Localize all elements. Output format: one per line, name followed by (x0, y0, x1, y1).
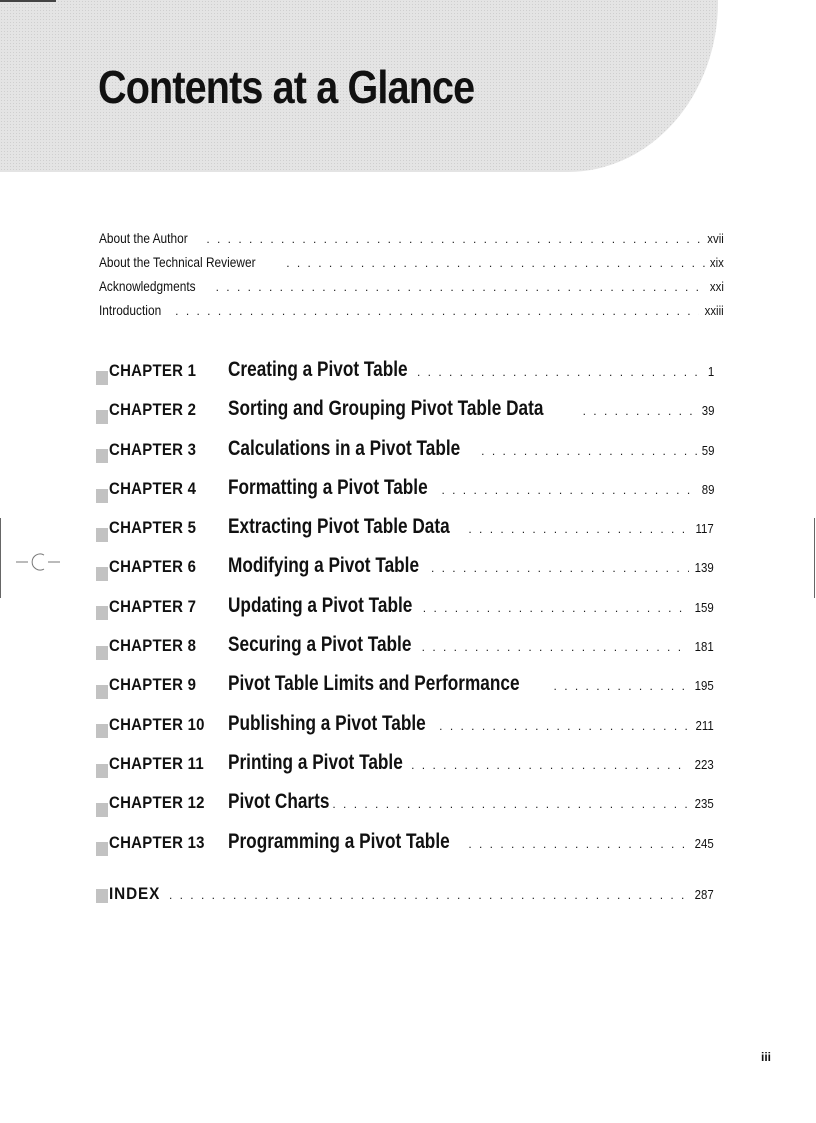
index-page: 287 (694, 887, 714, 902)
chapter-page: 211 (695, 717, 714, 733)
chapter-label: CHAPTER 1 (109, 361, 197, 380)
chapter-title: Updating a Pivot Table (228, 593, 413, 617)
entry-label: About the Technical Reviewer (99, 254, 256, 270)
chapter-entry[interactable] (96, 830, 714, 869)
chapter-page: 235 (694, 796, 714, 812)
chapter-label: CHAPTER 3 (109, 439, 197, 459)
chapter-title: Creating a Pivot Table (228, 358, 408, 381)
chapter-marker-icon (96, 410, 108, 424)
chapter-marker-icon (96, 685, 108, 699)
chapter-marker-icon (96, 567, 108, 581)
chapter-page: 89 (701, 481, 714, 497)
registration-line-right (814, 518, 815, 598)
dot-leader (583, 404, 697, 418)
chapter-page: 223 (694, 756, 714, 772)
chapter-entry[interactable] (96, 554, 714, 593)
index-marker-icon (96, 889, 108, 903)
dot-leader (468, 522, 690, 536)
chapter-marker-icon (96, 371, 108, 385)
entry-page: xxi (710, 279, 724, 294)
chapter-list (96, 358, 714, 869)
dot-leader (286, 256, 705, 270)
chapter-entry[interactable] (96, 515, 714, 554)
chapter-title: Securing a Pivot Table (228, 633, 412, 657)
front-matter-entry[interactable] (99, 302, 724, 326)
entry-label: Acknowledgments (99, 278, 196, 294)
index-entry[interactable] (96, 884, 714, 908)
index-label: INDEX (109, 884, 161, 903)
chapter-label: CHAPTER 9 (109, 675, 197, 695)
chapter-title: Printing a Pivot Table (228, 750, 403, 774)
entry-page: xxiii (704, 303, 724, 318)
chapter-page: 39 (701, 403, 714, 419)
chapter-title: Programming a Pivot Table (228, 829, 450, 853)
chapter-marker-icon (96, 449, 108, 463)
chapter-label: CHAPTER 12 (109, 793, 205, 813)
chapter-label: CHAPTER 13 (109, 832, 205, 852)
chapter-page: 117 (695, 521, 714, 537)
chapter-marker-icon (96, 803, 108, 817)
chapter-entry[interactable] (96, 594, 714, 633)
dot-leader (468, 837, 689, 851)
chapter-label: CHAPTER 11 (109, 753, 204, 773)
chapter-title: Modifying a Pivot Table (228, 554, 420, 578)
chapter-title: Publishing a Pivot Table (228, 711, 426, 735)
page-title: Contents at a Glance (98, 61, 475, 113)
chapter-entry[interactable] (96, 790, 714, 829)
dot-leader (322, 797, 690, 811)
chapter-entry[interactable] (96, 397, 714, 436)
front-matter-list (99, 230, 724, 326)
chapter-title: Extracting Pivot Table Data (228, 515, 450, 539)
chapter-entry[interactable] (96, 476, 714, 515)
chapter-page: 139 (694, 560, 714, 576)
chapter-entry[interactable] (96, 672, 714, 711)
dot-leader (423, 601, 690, 615)
front-matter-entry[interactable] (99, 278, 724, 302)
entry-page: xix (710, 255, 724, 270)
chapter-entry[interactable] (96, 437, 714, 476)
dot-leader (439, 719, 690, 733)
chapter-marker-icon (96, 724, 108, 738)
entry-page: xvii (707, 231, 724, 246)
chapter-page: 159 (694, 599, 714, 615)
chapter-marker-icon (96, 646, 108, 660)
chapter-label: CHAPTER 6 (109, 557, 197, 577)
chapter-label: CHAPTER 5 (109, 518, 197, 538)
dot-leader (481, 444, 696, 458)
entry-label: Introduction (99, 302, 162, 318)
chapter-marker-icon (96, 842, 108, 856)
chapter-label: CHAPTER 8 (109, 636, 197, 656)
chapter-page: 59 (701, 442, 714, 458)
registration-mark-icon (14, 552, 62, 572)
dot-leader (441, 483, 696, 497)
chapter-title: Formatting a Pivot Table (228, 475, 428, 499)
dot-leader (169, 888, 689, 902)
entry-label: About the Author (99, 230, 188, 246)
chapter-title: Pivot Table Limits and Performance (228, 672, 520, 696)
chapter-entry[interactable] (96, 358, 714, 397)
dot-leader (431, 561, 689, 575)
dot-leader (216, 280, 705, 294)
dot-leader (422, 640, 690, 654)
chapter-page: 195 (694, 678, 714, 694)
chapter-marker-icon (96, 764, 108, 778)
chapter-title: Sorting and Grouping Pivot Table Data (228, 397, 544, 421)
top-rule (0, 0, 56, 2)
page-number: iii (761, 1050, 772, 1064)
chapter-entry[interactable] (96, 712, 714, 751)
dot-leader (417, 365, 704, 379)
chapter-marker-icon (96, 606, 108, 620)
chapter-entry[interactable] (96, 633, 714, 672)
chapter-page: 245 (694, 835, 714, 851)
dot-leader (554, 679, 690, 693)
chapter-page: 181 (694, 639, 714, 655)
chapter-marker-icon (96, 528, 108, 542)
chapter-entry[interactable] (96, 751, 714, 790)
chapter-title: Calculations in a Pivot Table (228, 436, 461, 460)
dot-leader (411, 758, 689, 772)
front-matter-entry[interactable] (99, 230, 724, 254)
chapter-label: CHAPTER 7 (109, 596, 197, 616)
chapter-title: Pivot Charts (228, 790, 330, 814)
chapter-label: CHAPTER 10 (109, 714, 205, 734)
chapter-marker-icon (96, 489, 108, 503)
front-matter-entry[interactable] (99, 254, 724, 278)
dot-leader (175, 304, 699, 318)
chapter-page: 1 (707, 364, 714, 379)
chapter-label: CHAPTER 4 (109, 478, 197, 498)
dot-leader (206, 232, 702, 246)
chapter-label: CHAPTER 2 (109, 400, 197, 420)
registration-line-left (0, 518, 1, 598)
